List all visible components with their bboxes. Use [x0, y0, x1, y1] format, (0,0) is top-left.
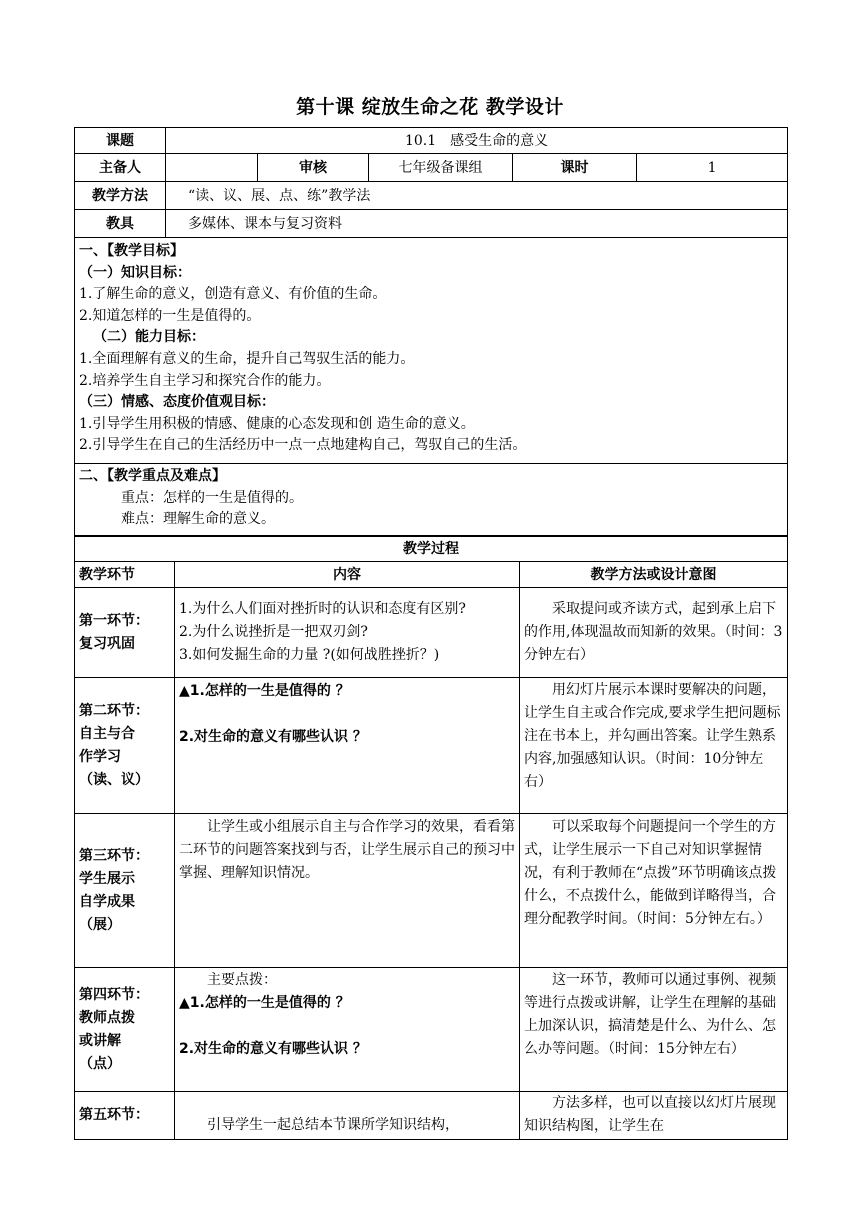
stage2-content-2: 2.对生命的意义有哪些认识 ？: [179, 729, 367, 745]
focus-point: 重点：怎样的一生是值得的。: [121, 489, 303, 506]
stage3-content: [175, 814, 520, 968]
stage1-name: [75, 588, 175, 678]
emotion-goal-2: 2.引导学生在自己的生活经历中一点一点地建构自己，驾驭自己的生活。: [79, 437, 527, 454]
stage3-method-text: 可以采取每个问题提问一个学生的方式，让学生展示一下自己对知识掌握情况，有利于教师在“点拨”环节明确该点拨什么，不点拨什么，能做到详略得当，合理分配教学时间。（时间：5分钟左右。）: [524, 819, 777, 927]
topic-label: 课题: [75, 128, 166, 154]
preparer-label: 主备人: [75, 154, 166, 182]
hours-label: 课时: [513, 154, 637, 182]
key-points-heading: 二、【教学重点及难点】: [79, 468, 226, 484]
teaching-process-table: [74, 536, 788, 1140]
stage4-method: [520, 968, 788, 1092]
stage3-name-line2: 学生展示: [79, 870, 135, 887]
stage3-method: [520, 814, 788, 968]
col-stage-header: 教学环节: [75, 562, 175, 588]
table-row: [75, 968, 788, 1092]
key-points-section: [75, 464, 788, 536]
method-value: “读、议、展、点、练”教学法: [166, 182, 788, 210]
emotion-goals-heading: （三）情感、态度价值观目标：: [79, 394, 275, 411]
stage2-name-line1: 第二环节：: [79, 702, 149, 719]
tools-label: 教具: [75, 210, 166, 238]
stage4-content: [175, 968, 520, 1092]
difficulty-point: 难点：理解生命的意义。: [121, 511, 275, 528]
method-label: 教学方法: [75, 182, 166, 210]
knowledge-goal-1: 1.了解生命的意义，创造有意义、有价值的生命。: [79, 286, 387, 303]
stage3-name-line3: 自学成果: [79, 893, 135, 910]
stage3-content-text: 让学生或小组展示自主与合作学习的效果，看看第二环节的问题答案找到与否，让学生展示自己的预习中掌握、理解知识情况。: [179, 819, 515, 881]
stage4-name-line3: 或讲解: [79, 1032, 121, 1049]
review-value: 七年级备课组: [369, 154, 513, 182]
stage4-name-line4: （点）: [79, 1055, 121, 1072]
tools-value: 多媒体、课本与复习资料: [166, 210, 788, 238]
stage5-name: [75, 1092, 175, 1140]
topic-value: 10.1 感受生命的意义: [166, 128, 788, 154]
table-row: [75, 678, 788, 814]
stage2-name: [75, 678, 175, 814]
table-row: [75, 814, 788, 968]
preparer-value: [166, 154, 258, 182]
col-content-header: 内容: [175, 562, 520, 588]
stage2-name-line3: 作学习: [79, 748, 121, 765]
ability-goals-heading: （二）能力目标：: [93, 329, 205, 346]
stage4-content-1: ▲1.怎样的一生是值得的 ？: [179, 995, 350, 1011]
col-method-header: 教学方法或设计意图: [520, 562, 788, 588]
stage5-content: [175, 1092, 520, 1140]
stage1-name-line1: 第一环节：: [79, 612, 149, 629]
stage2-name-line2: 自主与合: [79, 725, 135, 742]
stage1-content-3: 3.如何发掘生命的力量 ?(如何战胜挫折？): [179, 647, 440, 663]
stage4-method-text: 这一环节，教师可以通过事例、视频等进行点拨或讲解，让学生在理解的基础上加深认识，搞清楚是什么、为什么、怎么办等问题。（时间：15分钟左右）: [524, 972, 776, 1057]
stage5-name-line1: 第五环节：: [79, 1107, 149, 1123]
stage5-content-text: 引导学生一起总结本节课所学知识结构，: [207, 1117, 459, 1133]
stage4-content-0: 主要点拨：: [207, 972, 277, 988]
ability-goal-2: 2.培养学生自主学习和探究合作的能力。: [79, 372, 331, 389]
stage5-method: [520, 1092, 788, 1140]
stage1-content-1: 1.为什么人们面对挫折时的认识和态度有区别?: [179, 601, 466, 617]
review-label: 审核: [258, 154, 369, 182]
stage1-method-text: 采取提问或齐读方式，起到承上启下的作用,体现温故而知新的效果。（时间：3分钟左右）: [524, 601, 783, 663]
process-heading: 教学过程: [75, 537, 788, 562]
stage4-content-2: 2.对生命的意义有哪些认识 ？: [179, 1041, 367, 1057]
hours-value: 1: [637, 154, 788, 182]
stage2-method-text: 用幻灯片展示本课时要解决的问题，让学生自主或合作完成,要求学生把问题标注在书本上，并勾画出答案。让学生熟系内容,加强感知认识。（时间：10分钟左右）: [524, 682, 781, 790]
ability-goal-1: 1.全面理解有意义的生命，提升自己驾驭生活的能力。: [79, 350, 415, 367]
stage4-name-line1: 第四环节：: [79, 986, 149, 1003]
teaching-goals-section: [75, 238, 788, 464]
knowledge-goals-heading: （一）知识目标：: [79, 264, 191, 281]
stage1-content-2: 2.为什么说挫折是一把双刃剑?: [179, 624, 368, 640]
stage1-name-line2: 复习巩固: [79, 635, 135, 652]
knowledge-goal-2: 2.知道怎样的一生是值得的。: [79, 307, 261, 324]
lesson-info-table: [74, 127, 788, 536]
stage1-method: [520, 588, 788, 678]
table-row: [75, 1092, 788, 1140]
goals-heading: 一、【教学目标】: [79, 243, 184, 259]
stage4-name-line2: 教师点拨: [79, 1009, 135, 1026]
table-row: [75, 588, 788, 678]
stage2-name-line4: （读、议）: [79, 771, 149, 788]
stage2-method: [520, 678, 788, 814]
stage3-name-line1: 第三环节：: [79, 847, 149, 864]
stage1-content: [175, 588, 520, 678]
stage2-content-1: ▲1.怎样的一生是值得的 ？: [179, 683, 350, 699]
stage4-name: [75, 968, 175, 1092]
stage3-name-line4: （展）: [79, 916, 121, 933]
stage3-name: [75, 814, 175, 968]
stage5-method-text: 方法多样，也可以直接以幻灯片展现知识结构图，让学生在: [524, 1095, 776, 1134]
emotion-goal-1: 1.引导学生用积极的情感、健康的心态发现和创 造生命的意义。: [79, 415, 475, 432]
document-title: 第十课 绽放生命之花 教学设计: [296, 96, 564, 118]
stage2-content: [175, 678, 520, 814]
